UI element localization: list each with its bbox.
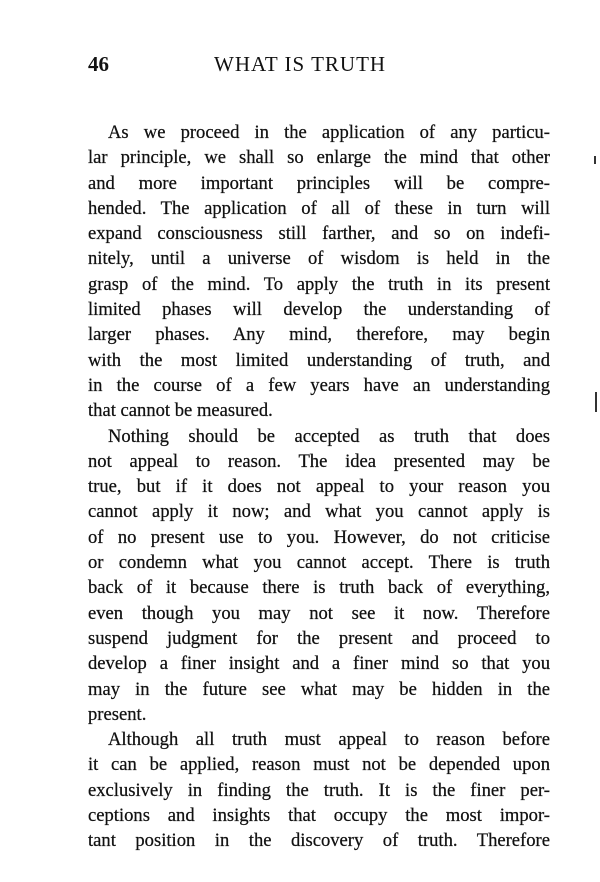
text-line: in the course of a few years have an understanding xyxy=(88,374,550,396)
text-line: present. xyxy=(88,703,147,725)
page-body xyxy=(88,120,550,854)
text-line: with the most limited understanding of truth, and xyxy=(88,349,550,371)
scan-artifact xyxy=(595,392,597,412)
text-line: cannot apply it now; and what you cannot apply is xyxy=(88,501,550,523)
text-line: suspend judgment for the present and proceed to xyxy=(88,627,550,649)
text-line: larger phases. Any mind, therefore, may begin xyxy=(88,324,550,346)
text-line: expand consciousness still farther, and so on indefi- xyxy=(88,223,550,245)
text-line: develop a finer insight and a finer mind so that you xyxy=(88,653,550,675)
text-line: hended. The application of all of these in turn will xyxy=(88,197,550,219)
text-line: nitely, until a universe of wisdom is held in the xyxy=(88,248,550,270)
text-line: it can be applied, reason must not be depended upon xyxy=(88,754,550,776)
text-line: grasp of the mind. To apply the truth in its present xyxy=(88,273,550,295)
paragraph xyxy=(88,424,550,728)
text-line: lar principle, we shall so enlarge the mind that other xyxy=(88,147,550,169)
text-line: exclusively in finding the truth. It is the finer per- xyxy=(88,779,550,801)
text-line: back of it because there is truth back of everything, xyxy=(88,577,550,599)
scan-artifact xyxy=(594,156,596,164)
text-line: even though you may not see it now. Therefore xyxy=(88,602,550,624)
page-number: 46 xyxy=(88,52,109,76)
paragraph xyxy=(88,120,550,424)
running-header xyxy=(88,52,550,82)
text-line: ceptions and insights that occupy the most impor- xyxy=(88,805,550,827)
text-line: limited phases will develop the understanding of xyxy=(88,299,550,321)
text-line: tant position in the discovery of truth. Therefore xyxy=(88,830,550,852)
text-line: Nothing should be accepted as truth that does xyxy=(108,425,550,447)
paragraph xyxy=(88,727,550,853)
text-line: of no present use to you. However, do not criticise xyxy=(88,526,550,548)
running-title: WHAT IS TRUTH xyxy=(214,52,387,76)
text-line: that cannot be measured. xyxy=(88,400,273,422)
text-line: not appeal to reason. The idea presented may be xyxy=(88,450,550,472)
text-line: or condemn what you cannot accept. There is truth xyxy=(88,552,550,574)
text-line: Although all truth must appeal to reason before xyxy=(108,729,550,751)
text-line: and more important principles will be compre- xyxy=(88,172,550,194)
text-line: As we proceed in the application of any particu- xyxy=(108,122,550,143)
text-line: may in the future see what may be hidden in the xyxy=(88,678,550,700)
text-line: true, but if it does not appeal to your reason you xyxy=(88,476,550,498)
